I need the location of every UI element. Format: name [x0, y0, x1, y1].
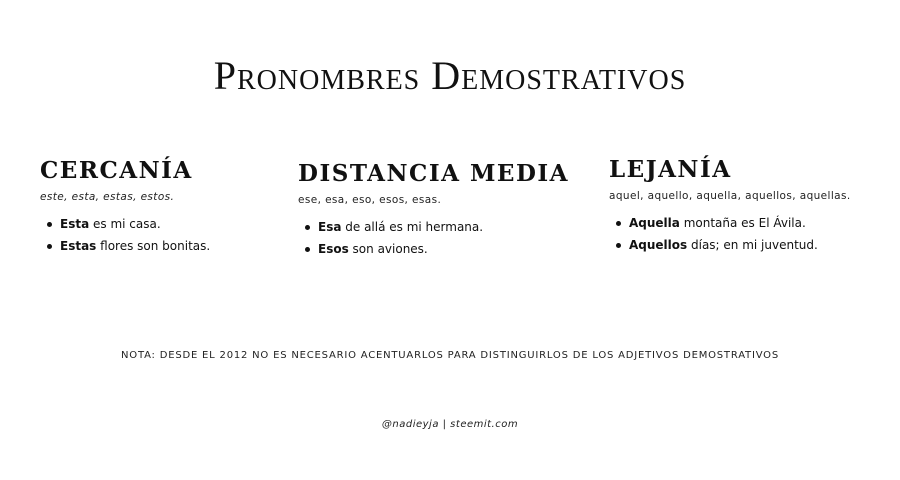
page-title: Pronombres Demostrativos: [213, 53, 687, 98]
example-pronoun: Esos: [318, 242, 349, 256]
list-item: [609, 234, 889, 256]
example-pronoun: Esta: [60, 217, 90, 231]
pronoun-forms: ese, esa, eso, esos, esas.: [298, 194, 442, 206]
example-text: flores son bonitas.: [96, 239, 211, 253]
example-pronoun: Esa: [318, 220, 342, 234]
list-item: [40, 213, 280, 235]
list-item: [298, 216, 588, 238]
bullet-icon: [47, 222, 52, 227]
example-text: montaña es El Ávila.: [679, 216, 806, 230]
example-pronoun: Aquellos: [629, 238, 688, 252]
column-heading: DISTANCIA MEDIA: [298, 160, 569, 187]
bullet-icon: [305, 225, 310, 230]
example-text: de allá es mi hermana.: [341, 220, 484, 234]
credit-text: @nadieyja | steemit.com: [381, 419, 519, 430]
example-pronoun: Estas: [60, 239, 97, 253]
column-distancia-media: [298, 160, 588, 260]
example-text: es mi casa.: [89, 217, 161, 231]
bullet-icon: [305, 247, 310, 252]
bullet-icon: [616, 221, 621, 226]
note-text: NOTA: DESDE EL 2012 NO ES NECESARIO ACENTUARLOS PARA DISTINGUIRLOS DE LOS ADJETIVOS DEMOSTRATIVOS: [121, 350, 779, 361]
list-item: [40, 235, 280, 257]
bullet-icon: [47, 244, 52, 249]
example-pronoun: Aquella: [629, 216, 680, 230]
list-item: [298, 238, 588, 260]
example-list: [40, 213, 280, 257]
column-lejania: [609, 156, 889, 256]
example-list: [298, 216, 588, 260]
list-item: [609, 212, 889, 234]
example-list: [609, 212, 889, 256]
column-heading: CERCANÍA: [40, 157, 193, 184]
column-cercania: [40, 157, 280, 257]
bullet-icon: [616, 243, 621, 248]
example-text: son aviones.: [348, 242, 428, 256]
example-text: días; en mi juventud.: [687, 238, 818, 252]
pronoun-forms: este, esta, estas, estos.: [40, 191, 175, 203]
pronoun-forms: aquel, aquello, aquella, aquellos, aquellas.: [609, 190, 851, 202]
column-heading: LEJANÍA: [609, 156, 732, 183]
